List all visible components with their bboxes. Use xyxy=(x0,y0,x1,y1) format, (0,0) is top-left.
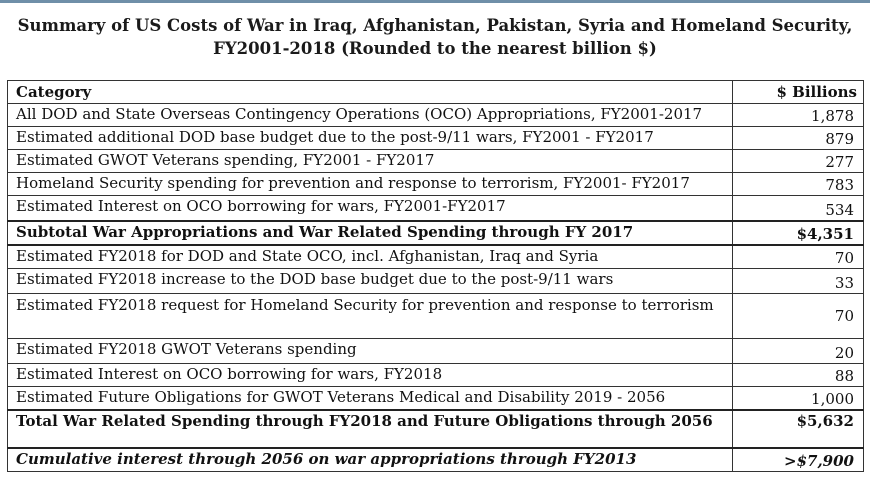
table-row xyxy=(8,245,864,269)
row-value: 1,878 xyxy=(733,104,864,127)
row-category: Estimated Future Obligations for GWOT Veterans Medical and Disability 2019 - 2056 xyxy=(8,387,733,411)
row-category: Homeland Security spending for prevention and response to terrorism, FY2001- FY2017 xyxy=(8,173,733,196)
table-row xyxy=(8,150,864,173)
row-category: Estimated GWOT Veterans spending, FY2001 - FY2017 xyxy=(8,150,733,173)
header-value: $ Billions xyxy=(733,81,864,104)
costs-table xyxy=(7,80,864,472)
row-value: 33 xyxy=(733,269,864,294)
row-category: Estimated FY2018 increase to the DOD base budget due to the post-9/11 wars xyxy=(8,269,733,294)
cumulative-interest-row xyxy=(8,448,864,472)
total-value: $5,632 xyxy=(733,410,864,448)
table-header-row xyxy=(8,81,864,104)
cumulative-interest-value: >$7,900 xyxy=(733,448,864,472)
subtotal-value: $4,351 xyxy=(733,221,864,245)
subtotal-label: Subtotal War Appropriations and War Related Spending through FY 2017 xyxy=(8,221,733,245)
row-value: 277 xyxy=(733,150,864,173)
row-value: 20 xyxy=(733,339,864,364)
row-value: 783 xyxy=(733,173,864,196)
table-row xyxy=(8,387,864,411)
table-row xyxy=(8,339,864,364)
row-category: Estimated FY2018 GWOT Veterans spending xyxy=(8,339,733,364)
table-row xyxy=(8,294,864,339)
title-line-2: FY2001-2018 (Rounded to the nearest billion $) xyxy=(213,39,657,58)
row-category: All DOD and State Overseas Contingency Operations (OCO) Appropriations, FY2001-2017 xyxy=(8,104,733,127)
table-row xyxy=(8,364,864,387)
total-row xyxy=(8,410,864,448)
title-line-1: Summary of US Costs of War in Iraq, Afghanistan, Pakistan, Syria and Homeland Security, xyxy=(17,16,853,35)
table-row xyxy=(8,173,864,196)
cumulative-interest-label: Cumulative interest through 2056 on war appropriations through FY2013 xyxy=(8,448,733,472)
row-value: 1,000 xyxy=(733,387,864,411)
row-category: Estimated FY2018 for DOD and State OCO, incl. Afghanistan, Iraq and Syria xyxy=(8,245,733,269)
page-title xyxy=(0,14,870,60)
table-row xyxy=(8,269,864,294)
row-value: 70 xyxy=(733,245,864,269)
table-row xyxy=(8,104,864,127)
table-row xyxy=(8,127,864,150)
row-category: Estimated additional DOD base budget due to the post-9/11 wars, FY2001 - FY2017 xyxy=(8,127,733,150)
total-label: Total War Related Spending through FY2018 and Future Obligations through 2056 xyxy=(8,410,733,448)
table-row xyxy=(8,196,864,222)
row-value: 88 xyxy=(733,364,864,387)
subtotal-row xyxy=(8,221,864,245)
row-category: Estimated FY2018 request for Homeland Security for prevention and response to terrorism xyxy=(8,294,733,339)
header-category: Category xyxy=(8,81,733,104)
row-category: Estimated Interest on OCO borrowing for wars, FY2018 xyxy=(8,364,733,387)
row-value: 534 xyxy=(733,196,864,222)
row-value: 879 xyxy=(733,127,864,150)
row-value: 70 xyxy=(733,294,864,339)
top-rule xyxy=(0,0,870,3)
row-category: Estimated Interest on OCO borrowing for wars, FY2001-FY2017 xyxy=(8,196,733,222)
